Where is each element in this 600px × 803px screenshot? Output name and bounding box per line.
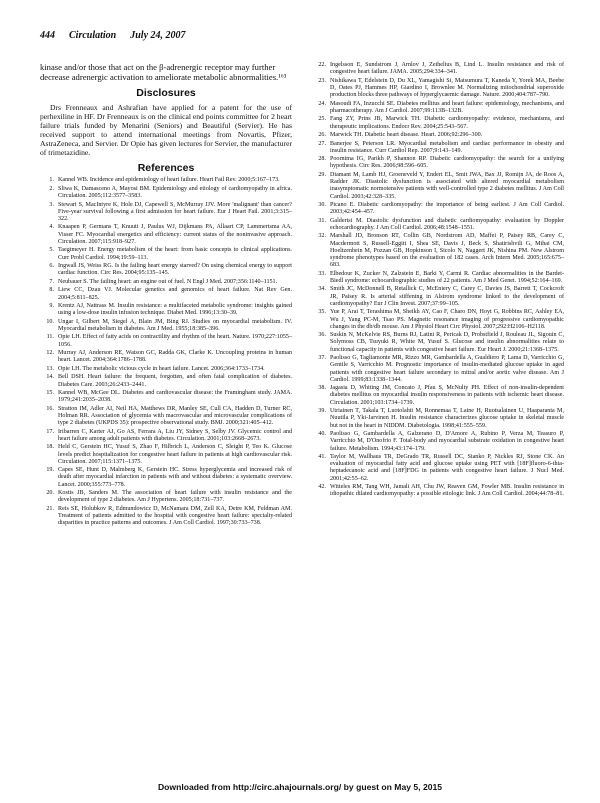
lead-paragraph: kinase and/or those that act on the β-adrenergic receptor may further decrease adrenergic activation to ameliorate metabolic abnormalities.¹⁶³ xyxy=(40,62,287,83)
reference-item xyxy=(312,408,564,430)
reference-text: Iribarren C, Karter AJ, Go AS, Ferrara A, Liu JY, Sidney S, Selby JV. Glycemic control and heart failure among adult patients with diabetes. Circulation. 2001;103:2668–2673. xyxy=(58,428,292,442)
reference-number: 35. xyxy=(318,309,326,316)
reference-item xyxy=(40,366,292,373)
reference-text: Stratton IM, Adler AI, Neil HA, Matthews DR, Manley SE, Cull CA, Hadden D, Turner RC, Holman RR. Association of glycemia with macrovascular and microvascular complications of type 2 diabetes (UKPDS 35): prospective observational study. BMJ. 2000;321:405–412. xyxy=(58,405,292,427)
reference-item xyxy=(312,141,564,155)
reference-number: 4. xyxy=(49,224,54,231)
reference-item xyxy=(312,233,564,269)
reference-text: Stewart S, MacIntyre K, Hole DJ, Capewell S, McMurray JJV. More 'malignant' than cancer? Five-year survival following a first admission for heart failure. Eur J Heart Fail. 2001;3:315–322. xyxy=(58,201,292,222)
reference-number: 8. xyxy=(49,287,54,294)
reference-number: 20. xyxy=(46,490,54,497)
reference-text: Banerjee S, Peterson LR. Myocardial metabolism and cardiac performance in obesity and insulin resistance. Curr Cardiol Rep. 2007;9:143–149. xyxy=(330,140,564,154)
reference-item xyxy=(312,202,564,216)
reference-item xyxy=(312,309,564,331)
reference-number: 39. xyxy=(318,408,326,415)
disclosures-text: Drs Frenneaux and Ashrafian have applied for a patent for the use of perhexiline in HF. Dr Frenneaux is on the clinical end points committee for 2 heart failure trials funded by Menarini (Seniors) and Beautiful (Servier). He has received support to attend international meetings from Novartis, Pfizer, AstraZeneca, and Servier. Dr Opie has given lectures for Servier, the manufacturer of trimetazidine. xyxy=(40,102,292,158)
reference-text: Neubauer S. The failing heart: an engine out of fuel. N Engl J Med. 2007;356:1140–1151. xyxy=(58,278,278,285)
reference-text: Ingelsson E, Sundstrom J, Arnlov J, Zethelius B, Lind L. Insulin resistance and risk of congestive heart failure. JAMA. 2005;294:334–341. xyxy=(330,62,564,76)
reference-number: 17. xyxy=(46,428,54,435)
page-number: 444 xyxy=(40,30,55,41)
reference-item xyxy=(40,319,292,333)
reference-text: Bell DSH. Heart failure: the frequent, forgotten, and often fatal complication of diabetes. Diabetes Care. 2003;26:2433–2441. xyxy=(58,374,292,388)
reference-item xyxy=(312,454,564,483)
reference-number: 36. xyxy=(318,332,326,339)
reference-item xyxy=(40,506,292,528)
reference-number: 27. xyxy=(318,140,326,147)
reference-number: 6. xyxy=(49,263,54,270)
reference-number: 1. xyxy=(49,177,54,184)
reference-item xyxy=(40,374,292,388)
reference-item xyxy=(312,218,564,232)
left-column xyxy=(40,62,292,529)
reference-text: Murray AJ, Anderson RE, Watson GC, Radda GK, Clarke K. Uncoupling proteins in human heart. Lancet. 2004;364:1786–1788. xyxy=(58,350,292,364)
reference-list-left xyxy=(40,177,292,527)
reference-text: Suskin N, McKelvie RS, Burns RJ, Latini R, Pericak D, Probstfield J, Rouleau JL, Sigouin C, Solymoss CB, Tsuyuki R, White M, Yusuf S. Glucose and insulin abnormalities relate to functional capacity in patients with congestive heart failure. Eur Heart J. 2000;21:1368–1375. xyxy=(330,332,564,353)
reference-text: Utriainen T, Takala T, Luotolahti M, Ronnemaa T, Laine H, Ruotsalainen U, Haaparanta M, Nuutila P, Yki-Jarvinen H. Insulin resistance characterizes glucose uptake in skeletal muscle but not in the heart in NIDDM. Diabetologia. 1998;41:555–559. xyxy=(330,408,564,429)
reference-text: Sliwa K, Damasceno A, Mayosi BM. Epidemiology and etiology of cardiomyopathy in africa. Circulation. 2005;112:3577–3583. xyxy=(58,185,292,200)
reference-item xyxy=(312,271,564,285)
reference-number: 37. xyxy=(318,355,326,362)
reference-item xyxy=(40,444,292,466)
reference-item xyxy=(312,431,564,453)
reference-number: 31. xyxy=(318,217,326,224)
reference-text: Liew CC, Dzau VJ. Molecular genetics and genomics of heart failure. Nat Rev Gen. 2004;5:811–825. xyxy=(58,287,292,301)
reference-number: 15. xyxy=(46,390,54,397)
reference-text: Held C, Gerstein HC, Yusuf S, Zhao F, Hilbrich L, Anderson C, Sleight P, Teo K. Glucose levels predict hospitalization for congestive heart failure in patients at high cardiovascular risk. Circulation. 2007;115:1371–1375. xyxy=(58,444,292,465)
reference-number: 42. xyxy=(318,484,326,491)
reference-text: Diamant M, Lamb HJ, Groeneveld Y, Endert EL, Smit JWA, Bax JJ, Romijn JA, de Roos A, Radder JK. Diastolic dysfunction is associated with altered myocardial metabolism inasymptomatic normotensive patients with well-controlled type 2 diabetes mellitus. J Am Coll Cardiol. 2003;42:328–335. xyxy=(330,171,564,200)
reference-item xyxy=(40,224,292,246)
reference-number: 34. xyxy=(318,286,326,293)
reference-text: Marshall JD, Bronson RT, Collin GB, Nordstrom AD, Maffei P, Paisey RB, Carey C, Macdermott S, Russell-Eggitt I, Shea SE, Davis J, Beck S, Shatirishvili G, Mihai CM, Hoeltzenbein M, Pozzan GB, Hopkinson I, Sicolo N, Naggert JK, Nishina PM. New Alstrom syndrome phenotypes based on the evaluation of 182 cases. Arch Intern Med. 2005;165:675–683. xyxy=(330,233,564,269)
right-column xyxy=(312,62,564,500)
reference-number: 13. xyxy=(46,365,54,372)
reference-text: Fang ZY, Prins JB, Marwick TH. Diabetic cardiomyopathy: evidence, mechanisms, and therapeutic implications. Endocr Rev. 2004;25:543–567. xyxy=(330,116,564,130)
reference-item xyxy=(40,263,292,277)
references-heading: References xyxy=(137,162,195,175)
reference-item xyxy=(40,490,292,504)
journal-name: Circulation xyxy=(69,30,117,41)
reference-item xyxy=(40,467,292,489)
reference-text: Jagasia D, Whiting JM, Concato J, Pfau S, McNulty PH. Effect of non-insulin-dependent diabetes mellitus on myocardial insulin responsiveness in patients with ischemic heart disease. Circulation. 2001;103:1734–1739. xyxy=(330,385,564,406)
reference-text: Opie LH. The metabolic vicious cycle in heart failure. Lancet. 2006;364:1733–1734. xyxy=(58,365,265,372)
reference-text: Picano E. Diabetic cardiomyopathy: the importance of being earliest. J Am Coll Cardiol. 2003;42:454–457. xyxy=(330,202,564,216)
reference-number: 21. xyxy=(46,505,54,512)
reference-text: Paolisso G, Tagliamonte MR, Rizzo MR, Gambardella A, Gualdiero P, Lama D, Varricchio G, Gentile S, Varricchio M. Prognostic importance of insulin-mediated glucose uptake in aged patients with congestive heart failure secondary to mitral and/or aortic valve disease. Am J Cardiol. 1999;83:1338–1344. xyxy=(330,355,564,383)
reference-number: 2. xyxy=(49,185,54,192)
issue-date: July 24, 2007 xyxy=(130,30,186,41)
reference-number: 22. xyxy=(318,62,326,68)
reference-text: Ingwall JS, Weiss RG. Is the failing heart energy starved? On using chemical energy to support cardiac function. Circ Res. 2004;95:135–145. xyxy=(58,263,292,277)
reference-text: Yue P, Arai T, Terashima M, Sheikh AY, Cao F, Charo DN, Hoyt G, Robbins RC, Ashley EA, Wu J, Yang PC-M, Tsao PS. Magnetic resonance imaging of progressive cardiomyopathic changes in the db/db mouse. Am J Physiol Heart Circ Physiol. 2007;292:H2106–H2118. xyxy=(330,309,564,330)
reference-number: 28. xyxy=(318,156,326,163)
reference-item xyxy=(40,350,292,364)
disclosures-heading: Disclosures xyxy=(136,87,196,100)
reference-item xyxy=(40,287,292,301)
reference-number: 23. xyxy=(318,77,326,84)
reference-number: 25. xyxy=(318,116,326,123)
reference-text: Galderisi M. Diastolic dysfunction and diabetic cardiomyopathy: evaluation by Doppler echocardiography. J Am Coll Cardiol. 2006;48:1548–1551. xyxy=(330,217,564,231)
reference-text: Kostis JB, Sanders M. The association of heart failure with insulin resistance and the development of type 2 diabetes. Am J Hypertens. 2005;18:731–737. xyxy=(58,490,292,504)
reference-item xyxy=(312,101,564,115)
download-footer: Downloaded from http://circ.ahajournals.org/ by guest on May 5, 2015 xyxy=(157,782,443,792)
reference-text: Marwick TH. Diabetic heart disease. Heart. 2006;92:296–300. xyxy=(330,132,483,139)
reference-text: Taegtmeyer H. Energy metabolism of the heart: from basic concepts to clinical applications. Curr Probl Cardiol. 1994;19:59–113. xyxy=(58,247,292,261)
reference-number: 7. xyxy=(49,278,54,285)
reference-text: Taylor M, Wallhaus TR, DeGrado TR, Russell DC, Stanko P, Nickles RJ, Stone CK. An evaluation of myocardial fatty acid and glucose uptake using PET with [18F]fluoro-6-thia-heptadecanoic acid and [18F]FDG in patients with congestive heart failure. J Nucl Med. 2001;42:55–62. xyxy=(330,454,564,482)
reference-item xyxy=(312,172,564,201)
reference-item xyxy=(40,247,292,261)
reference-text: Smith JC, McDonnell B, Retallick C, McEniery C, Carey C, Davies JS, Barrett T, Cockcroft JR, Paisey R. Is arterial stiffening in Alstrom syndrome linked to the development of cardiomyopathy? Eur J Clin Invest. 2007;37:99–105. xyxy=(330,286,564,307)
reference-number: 19. xyxy=(46,467,54,474)
reference-number: 3. xyxy=(49,201,54,208)
reference-number: 14. xyxy=(46,374,54,381)
reference-text: Reis SE, Holubkov R, Edmundowicz D, McNamara DM, Zell KA, Detre KM, Feldman AM. Treatment of patients admitted to the hospital with congestive heart failure: specialty-related disparities in practice patterns and outcomes. J Am Coll Cardiol. 1997;30:733–738. xyxy=(58,505,292,527)
reference-number: 11. xyxy=(46,334,54,341)
reference-item xyxy=(312,355,564,384)
reference-item xyxy=(312,62,564,76)
reference-text: Opie LH. Effect of fatty acids on contractility and rhythm of the heart. Nature. 1970;227:1055–1056. xyxy=(58,334,292,348)
reference-text: Kannel WB. Incidence and epidemiology of heart failure. Heart Fail Rev. 2000;5:167–173. xyxy=(58,177,280,184)
reference-text: Ungar I, Gilbert M, Siegel A, Blain JM, Bing RJ. Studies on myocardial metabolism. IV. Myocardial metabolism in diabetes. Am J Med. 1955;18:385–396. xyxy=(58,318,292,332)
reference-number: 41. xyxy=(318,454,326,460)
reference-item xyxy=(312,156,564,170)
reference-number: 10. xyxy=(46,318,54,325)
reference-text: Krentz AJ, Nattrass M. Insulin resistance: a multifaceted metabolic syndrome: insights gained using a low-dose insulin infusion technique. Diabet Med. 1996;13:30–39. xyxy=(58,303,292,317)
reference-number: 32. xyxy=(318,233,326,240)
reference-item xyxy=(40,202,292,224)
reference-text: Kannel WB, McGee DL. Diabetes and cardiovascular disease: the Framingham study. JAMA. 1979;241:2035–2038. xyxy=(58,390,292,404)
reference-number: 30. xyxy=(318,202,326,209)
reference-text: Nishikawa T, Edelstein D, Du XL, Yamagishi Si, Matsumura T, Kaneda Y, Yorek MA, Beebe D, Oates PJ, Hammes HP, Giardino I, Brownlee M. Normalizing mitochondrial superoxide production blocks three pathways of hyperglycaemic damage. Nature. 2000;404:787–790. xyxy=(330,77,564,99)
reference-item xyxy=(312,78,564,100)
reference-item xyxy=(40,279,292,286)
reference-item xyxy=(312,132,564,139)
reference-number: 16. xyxy=(46,405,54,412)
reference-text: Witteles RM, Tang WH, Jamali AH, Chu JW, Reaven GM, Fowler MB. Insulin resistance in idiopathic dilated cardiomyopathy: a possible etiologic link. J Am Coll Cardiol. 2004;44:78–81. xyxy=(330,484,564,498)
reference-item xyxy=(40,186,292,200)
reference-number: 5. xyxy=(49,247,54,254)
reference-text: Paolisso G, Gambardella A, Galzerano D, D'Amore A, Rubino P, Verza M, Teasuro P, Varricchio M, D'Onofrio F. Total-body and myocardial substrate oxidation in congestive heart failure. Metabolism. 1994;43:174–179. xyxy=(330,431,564,452)
page-header xyxy=(40,30,560,44)
reference-item xyxy=(40,390,292,404)
reference-number: 24. xyxy=(318,100,326,107)
reference-number: 9. xyxy=(49,303,54,309)
reference-item xyxy=(312,332,564,354)
reference-number: 29. xyxy=(318,171,326,178)
reference-item xyxy=(312,484,564,498)
reference-number: 18. xyxy=(46,444,54,451)
reference-item xyxy=(312,116,564,130)
reference-number: 40. xyxy=(318,431,326,438)
reference-item xyxy=(40,406,292,428)
reference-list-right xyxy=(312,62,564,499)
reference-item xyxy=(40,177,292,184)
reference-item xyxy=(312,286,564,308)
reference-number: 33. xyxy=(318,270,326,277)
reference-item xyxy=(40,303,292,317)
reference-number: 38. xyxy=(318,385,326,392)
reference-text: Elbedour K, Zucker N, Zalzstein E, Barki Y, Carmi R. Cardiac abnormalities in the Bardet-Biedl syndrome: echocardiographic studies of 22 patients. Am J Med Genet. 1994;52:164–169. xyxy=(330,270,564,284)
reference-number: 12. xyxy=(46,350,54,357)
reference-number: 26. xyxy=(318,132,326,139)
reference-text: Masoudi FA, Inzucchi SE. Diabetes mellitus and heart failure: epidemiology, mechanisms, and pharmacotherapy. Am J Cardiol. 2007;99:113B–132B. xyxy=(330,100,564,114)
reference-item xyxy=(40,334,292,348)
reference-item xyxy=(312,385,564,407)
reference-text: Capes SE, Hunt D, Malmberg K, Gerstein HC. Stress hyperglycemia and increased risk of death after myocardial infarction in patients with and without diabetes: a systematic overview. Lancet. 2000;355:773–778. xyxy=(58,467,292,488)
reference-text: Knaapen P, Germans T, Knuuti J, Paulus WJ, Dijkmans PA, Allaart CP, Lammertsma AA, Visser FC. Myocardial energetics and efficiency: current status of the noninvasive approach. Circulation. 2007;115:918–927. xyxy=(58,224,292,245)
reference-item xyxy=(40,429,292,443)
reference-text: Poornima IG, Parikh P, Shannon RP. Diabetic cardiomyopathy: the search for a unifying hypothesis. Circ Res. 2006;98:596–605. xyxy=(330,156,564,170)
